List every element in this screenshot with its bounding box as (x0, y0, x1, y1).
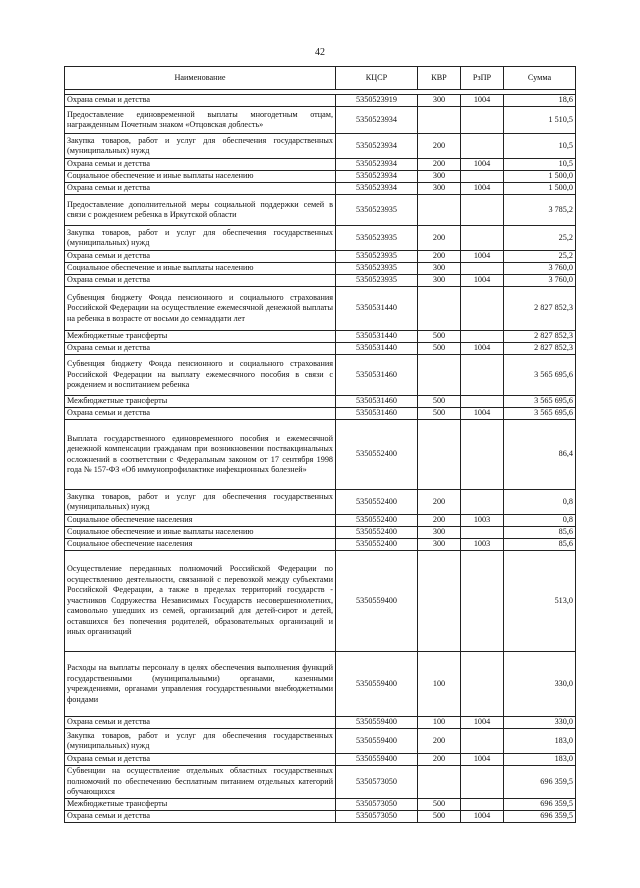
row-kvr-code: 500 (418, 799, 461, 811)
row-kcsr-code: 5350523934 (336, 107, 418, 134)
row-kvr-code (418, 551, 461, 652)
row-kcsr-code: 5350531440 (336, 331, 418, 343)
row-kcsr-code: 5350531460 (336, 408, 418, 420)
row-sum: 2 827 852,3 (504, 287, 576, 331)
row-kcsr-code: 5350552400 (336, 539, 418, 551)
row-rzpr-code (461, 652, 504, 717)
row-name: Закупка товаров, работ и услуг для обеспечения государственных (муниципальных) нужд (65, 134, 336, 159)
table-row (65, 539, 576, 551)
row-kcsr-code: 5350559400 (336, 729, 418, 754)
header-rzpr: РзПР (461, 67, 504, 90)
row-sum: 1 500,0 (504, 171, 576, 183)
row-name: Межбюджетные трансферты (65, 396, 336, 408)
row-kcsr-code: 5350531440 (336, 343, 418, 355)
row-rzpr-code (461, 195, 504, 226)
row-rzpr-code: 1004 (461, 159, 504, 171)
header-name: Наименование (65, 67, 336, 90)
row-sum: 3 760,0 (504, 263, 576, 275)
row-rzpr-code (461, 134, 504, 159)
row-kcsr-code: 5350523935 (336, 226, 418, 251)
table-row (65, 766, 576, 799)
row-rzpr-code: 1004 (461, 754, 504, 766)
row-name: Охрана семьи и детства (65, 183, 336, 195)
row-sum: 3 565 695,6 (504, 355, 576, 396)
row-kcsr-code: 5350573050 (336, 811, 418, 823)
row-name: Социальное обеспечение и иные выплаты населению (65, 171, 336, 183)
table-row (65, 171, 576, 183)
row-kvr-code: 300 (418, 183, 461, 195)
row-name: Социальное обеспечение и иные выплаты населению (65, 527, 336, 539)
row-name: Межбюджетные трансферты (65, 799, 336, 811)
table-row (65, 811, 576, 823)
row-kvr-code (418, 766, 461, 799)
row-kvr-code: 300 (418, 171, 461, 183)
row-kcsr-code: 5350523935 (336, 251, 418, 263)
row-kcsr-code: 5350523935 (336, 263, 418, 275)
row-kvr-code: 200 (418, 515, 461, 527)
row-rzpr-code: 1004 (461, 275, 504, 287)
row-kcsr-code: 5350523934 (336, 134, 418, 159)
row-name: Закупка товаров, работ и услуг для обеспечения государственных (муниципальных) нужд (65, 226, 336, 251)
row-kcsr-code: 5350523934 (336, 159, 418, 171)
row-kvr-code: 300 (418, 539, 461, 551)
row-kcsr-code: 5350573050 (336, 799, 418, 811)
table-row (65, 159, 576, 171)
row-sum: 330,0 (504, 717, 576, 729)
row-sum: 3 565 695,6 (504, 408, 576, 420)
row-rzpr-code (461, 171, 504, 183)
row-name: Социальное обеспечение и иные выплаты населению (65, 263, 336, 275)
table-row (65, 754, 576, 766)
row-rzpr-code: 1003 (461, 539, 504, 551)
row-rzpr-code (461, 396, 504, 408)
row-kcsr-code: 5350531460 (336, 396, 418, 408)
row-kcsr-code: 5350552400 (336, 490, 418, 515)
row-sum: 330,0 (504, 652, 576, 717)
row-sum: 696 359,5 (504, 766, 576, 799)
row-rzpr-code: 1004 (461, 251, 504, 263)
row-kcsr-code: 5350559400 (336, 754, 418, 766)
row-rzpr-code (461, 551, 504, 652)
row-kcsr-code: 5350523934 (336, 171, 418, 183)
row-name: Осуществление переданных полномочий Российской Федерации по осуществлению деятельности, связанной с перевозкой между субъектами Российской Федерации, а также в пределах территорий государств - участников Содружества Независимых Государств несовершеннолетних, самовольно ушедших из семей, организаций для детей-сирот и детей, оставшихся без попечения родителей, образовательных организаций и иных организаций (65, 551, 336, 652)
row-sum: 25,2 (504, 251, 576, 263)
table-row (65, 420, 576, 490)
row-rzpr-code: 1003 (461, 515, 504, 527)
row-kvr-code (418, 287, 461, 331)
row-kvr-code: 300 (418, 95, 461, 107)
row-rzpr-code (461, 490, 504, 515)
row-sum: 85,6 (504, 539, 576, 551)
row-name: Субвенция бюджету Фонда пенсионного и социального страхования Российской Федерации на выплату ежемесячного пособия в связи с рождением и воспитанием ребенка (65, 355, 336, 396)
row-name: Субвенции на осуществление отдельных областных государственных полномочий по обеспечению бесплатным питанием отдельных категорий обучающихся (65, 766, 336, 799)
table-row (65, 652, 576, 717)
table-row (65, 107, 576, 134)
row-kvr-code: 200 (418, 226, 461, 251)
row-kvr-code: 200 (418, 490, 461, 515)
row-name: Охрана семьи и детства (65, 159, 336, 171)
table-row (65, 799, 576, 811)
row-kvr-code: 200 (418, 251, 461, 263)
row-sum: 513,0 (504, 551, 576, 652)
row-name: Закупка товаров, работ и услуг для обеспечения государственных (муниципальных) нужд (65, 729, 336, 754)
row-name: Закупка товаров, работ и услуг для обеспечения государственных (муниципальных) нужд (65, 490, 336, 515)
row-name: Охрана семьи и детства (65, 754, 336, 766)
row-rzpr-code (461, 226, 504, 251)
row-kvr-code (418, 195, 461, 226)
row-rzpr-code: 1004 (461, 343, 504, 355)
row-kcsr-code: 5350559400 (336, 717, 418, 729)
row-rzpr-code (461, 287, 504, 331)
row-kcsr-code: 5350531460 (336, 355, 418, 396)
table-row (65, 717, 576, 729)
table-row (65, 551, 576, 652)
row-sum: 10,5 (504, 134, 576, 159)
row-kvr-code: 200 (418, 729, 461, 754)
row-rzpr-code (461, 331, 504, 343)
row-kcsr-code: 5350531440 (336, 287, 418, 331)
row-kvr-code (418, 107, 461, 134)
row-rzpr-code (461, 527, 504, 539)
row-sum: 3 565 695,6 (504, 396, 576, 408)
header-sum: Сумма (504, 67, 576, 90)
row-rzpr-code (461, 355, 504, 396)
table-row (65, 343, 576, 355)
table-header-row (65, 67, 576, 90)
row-rzpr-code: 1004 (461, 408, 504, 420)
row-sum: 25,2 (504, 226, 576, 251)
row-name: Охрана семьи и детства (65, 95, 336, 107)
budget-table (64, 66, 576, 823)
table-row (65, 251, 576, 263)
row-name: Межбюджетные трансферты (65, 331, 336, 343)
table-row (65, 195, 576, 226)
row-name: Охрана семьи и детства (65, 811, 336, 823)
row-rzpr-code (461, 799, 504, 811)
table-row (65, 95, 576, 107)
row-kvr-code (418, 355, 461, 396)
row-name: Охрана семьи и детства (65, 343, 336, 355)
table-row (65, 183, 576, 195)
table-row (65, 287, 576, 331)
row-kvr-code: 100 (418, 652, 461, 717)
row-kcsr-code: 5350552400 (336, 420, 418, 490)
table-row (65, 226, 576, 251)
table-row (65, 527, 576, 539)
row-name: Расходы на выплаты персоналу в целях обеспечения выполнения функций государственными (муниципальными) органами, казенными учреждениями, органами управления государственными внебюджетными фондами (65, 652, 336, 717)
table-body (65, 90, 576, 823)
row-rzpr-code (461, 766, 504, 799)
table-row (65, 729, 576, 754)
row-sum: 2 827 852,3 (504, 343, 576, 355)
row-name: Охрана семьи и детства (65, 717, 336, 729)
row-kcsr-code: 5350523934 (336, 183, 418, 195)
row-kcsr-code: 5350552400 (336, 515, 418, 527)
row-name: Предоставление единовременной выплаты многодетным отцам, награжденным Почетным знаком «Отцовская доблесть» (65, 107, 336, 134)
row-kcsr-code: 5350559400 (336, 652, 418, 717)
row-rzpr-code: 1004 (461, 811, 504, 823)
row-sum: 696 359,5 (504, 811, 576, 823)
row-sum: 86,4 (504, 420, 576, 490)
row-rzpr-code (461, 107, 504, 134)
row-kvr-code: 200 (418, 134, 461, 159)
row-kvr-code: 200 (418, 754, 461, 766)
row-name: Субвенция бюджету Фонда пенсионного и социального страхования Российской Федерации на осуществление ежемесячной денежной выплаты на ребенка в возрасте от восьми до семнадцати лет (65, 287, 336, 331)
row-kcsr-code: 5350552400 (336, 527, 418, 539)
row-sum: 1 500,0 (504, 183, 576, 195)
table-row (65, 263, 576, 275)
table-row (65, 134, 576, 159)
table-row (65, 408, 576, 420)
table-row (65, 275, 576, 287)
row-rzpr-code (461, 729, 504, 754)
row-kvr-code: 500 (418, 396, 461, 408)
row-sum: 0,8 (504, 515, 576, 527)
row-name: Предоставление дополнительной меры социальной поддержки семей в связи с рождением ребенка в Иркутской области (65, 195, 336, 226)
row-rzpr-code: 1004 (461, 95, 504, 107)
page-number: 42 (315, 47, 325, 58)
row-sum: 10,5 (504, 159, 576, 171)
row-kvr-code (418, 420, 461, 490)
row-kcsr-code: 5350523935 (336, 275, 418, 287)
row-kcsr-code: 5350559400 (336, 551, 418, 652)
row-rzpr-code (461, 420, 504, 490)
row-kvr-code: 300 (418, 263, 461, 275)
row-sum: 18,6 (504, 95, 576, 107)
row-kvr-code: 100 (418, 717, 461, 729)
table-row (65, 515, 576, 527)
row-kcsr-code: 5350573050 (336, 766, 418, 799)
row-sum: 183,0 (504, 754, 576, 766)
row-name: Выплата государственного единовременного пособия и ежемесячной денежной компенсации гражданам при возникновении поствакцинальных осложнений в соответствии с Федеральным законом от 17 сентября 1998 года № 157-ФЗ «Об иммунопрофилактике инфекционных болезней» (65, 420, 336, 490)
row-kvr-code: 500 (418, 331, 461, 343)
row-name: Социальное обеспечение населения (65, 515, 336, 527)
row-sum: 183,0 (504, 729, 576, 754)
row-kcsr-code: 5350523935 (336, 195, 418, 226)
row-rzpr-code: 1004 (461, 183, 504, 195)
table-row (65, 490, 576, 515)
row-kvr-code: 500 (418, 811, 461, 823)
row-rzpr-code (461, 263, 504, 275)
row-sum: 696 359,5 (504, 799, 576, 811)
row-sum: 2 827 852,3 (504, 331, 576, 343)
header-kvr: КВР (418, 67, 461, 90)
row-sum: 0,8 (504, 490, 576, 515)
row-kvr-code: 300 (418, 275, 461, 287)
header-kcsr: КЦСР (336, 67, 418, 90)
row-sum: 3 760,0 (504, 275, 576, 287)
row-name: Социальное обеспечение населения (65, 539, 336, 551)
row-sum: 1 510,5 (504, 107, 576, 134)
table-row (65, 355, 576, 396)
row-kvr-code: 300 (418, 527, 461, 539)
row-kvr-code: 500 (418, 408, 461, 420)
row-sum: 85,6 (504, 527, 576, 539)
table-row (65, 331, 576, 343)
row-name: Охрана семьи и детства (65, 251, 336, 263)
row-kvr-code: 200 (418, 159, 461, 171)
row-name: Охрана семьи и детства (65, 275, 336, 287)
table-row (65, 396, 576, 408)
row-name: Охрана семьи и детства (65, 408, 336, 420)
row-sum: 3 785,2 (504, 195, 576, 226)
row-kvr-code: 500 (418, 343, 461, 355)
row-kcsr-code: 5350523919 (336, 95, 418, 107)
row-rzpr-code: 1004 (461, 717, 504, 729)
